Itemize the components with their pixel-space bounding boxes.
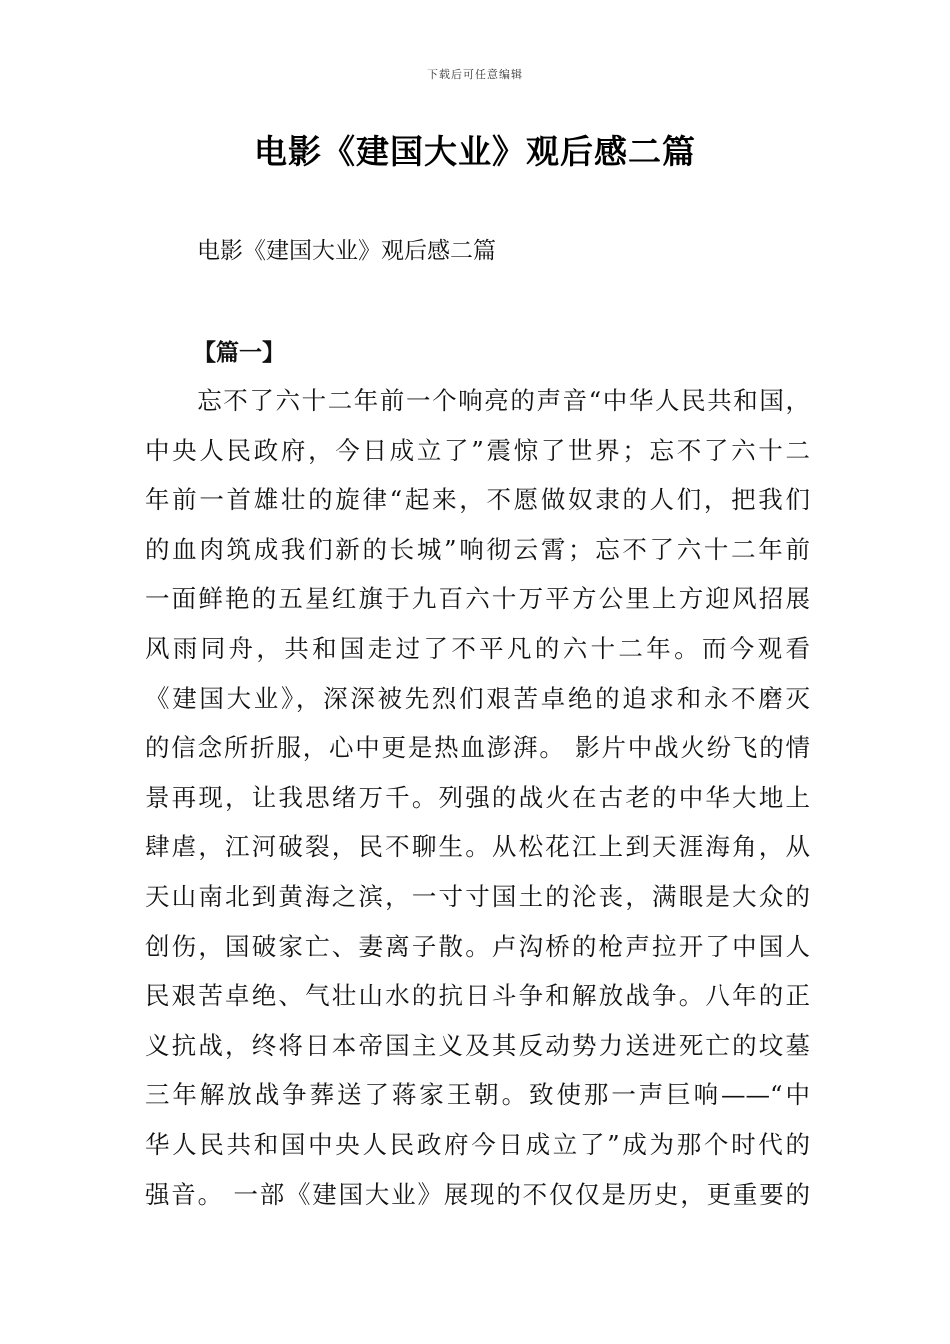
- page-header-note: 下载后可任意编辑: [427, 68, 523, 81]
- text-line: 的信念所折服，心中更是热血澎湃。 影片中战火纷飞的情: [145, 733, 810, 763]
- text-line: 创伤，国破家亡、妻离子散。卢沟桥的枪声拉开了中国人: [145, 931, 810, 961]
- document-title: 电影《建国大业》观后感二篇: [254, 132, 696, 171]
- text-line: 肆虐，江河破裂，民不聊生。从松花江上到天涯海角，从: [145, 832, 810, 862]
- section-label: 【篇一】: [193, 339, 285, 366]
- text-line: 的血肉筑成我们新的长城”响彻云霄；忘不了六十二年前: [145, 534, 810, 564]
- text-line: 义抗战，终将日本帝国主义及其反动势力送进死亡的坟墓: [145, 1030, 810, 1060]
- text-line: 年前一首雄壮的旋律“起来，不愿做奴隶的人们，把我们: [145, 485, 810, 515]
- text-line: 强音。 一部《建国大业》展现的不仅仅是历史，更重要的: [145, 1179, 810, 1209]
- text-line: 三年解放战争葬送了蒋家王朝。致使那一声巨响——“中: [145, 1080, 810, 1110]
- text-line: 景再现，让我思绪万千。列强的战火在古老的中华大地上: [145, 782, 810, 812]
- document-subtitle: 电影《建国大业》观后感二篇: [197, 238, 496, 264]
- text-line: 民艰苦卓绝、气壮山水的抗日斗争和解放战争。八年的正: [145, 981, 810, 1011]
- text-line: 忘不了六十二年前一个响亮的声音“中华人民共和国，: [145, 386, 810, 415]
- text-line: 华人民共和国中央人民政府今日成立了”成为那个时代的: [145, 1129, 810, 1159]
- body-paragraph: [145, 376, 810, 1219]
- text-line: 天山南北到黄海之滨，一寸寸国土的沦丧，满眼是大众的: [145, 881, 810, 911]
- text-line: 风雨同舟，共和国走过了不平凡的六十二年。而今观看: [145, 633, 810, 663]
- text-line: 《建国大业》，深深被先烈们艰苦卓绝的追求和永不磨灭: [145, 683, 810, 713]
- text-line: 中央人民政府，今日成立了”震惊了世界；忘不了六十二: [145, 435, 810, 465]
- text-line: 一面鲜艳的五星红旗于九百六十万平方公里上方迎风招展: [145, 584, 810, 614]
